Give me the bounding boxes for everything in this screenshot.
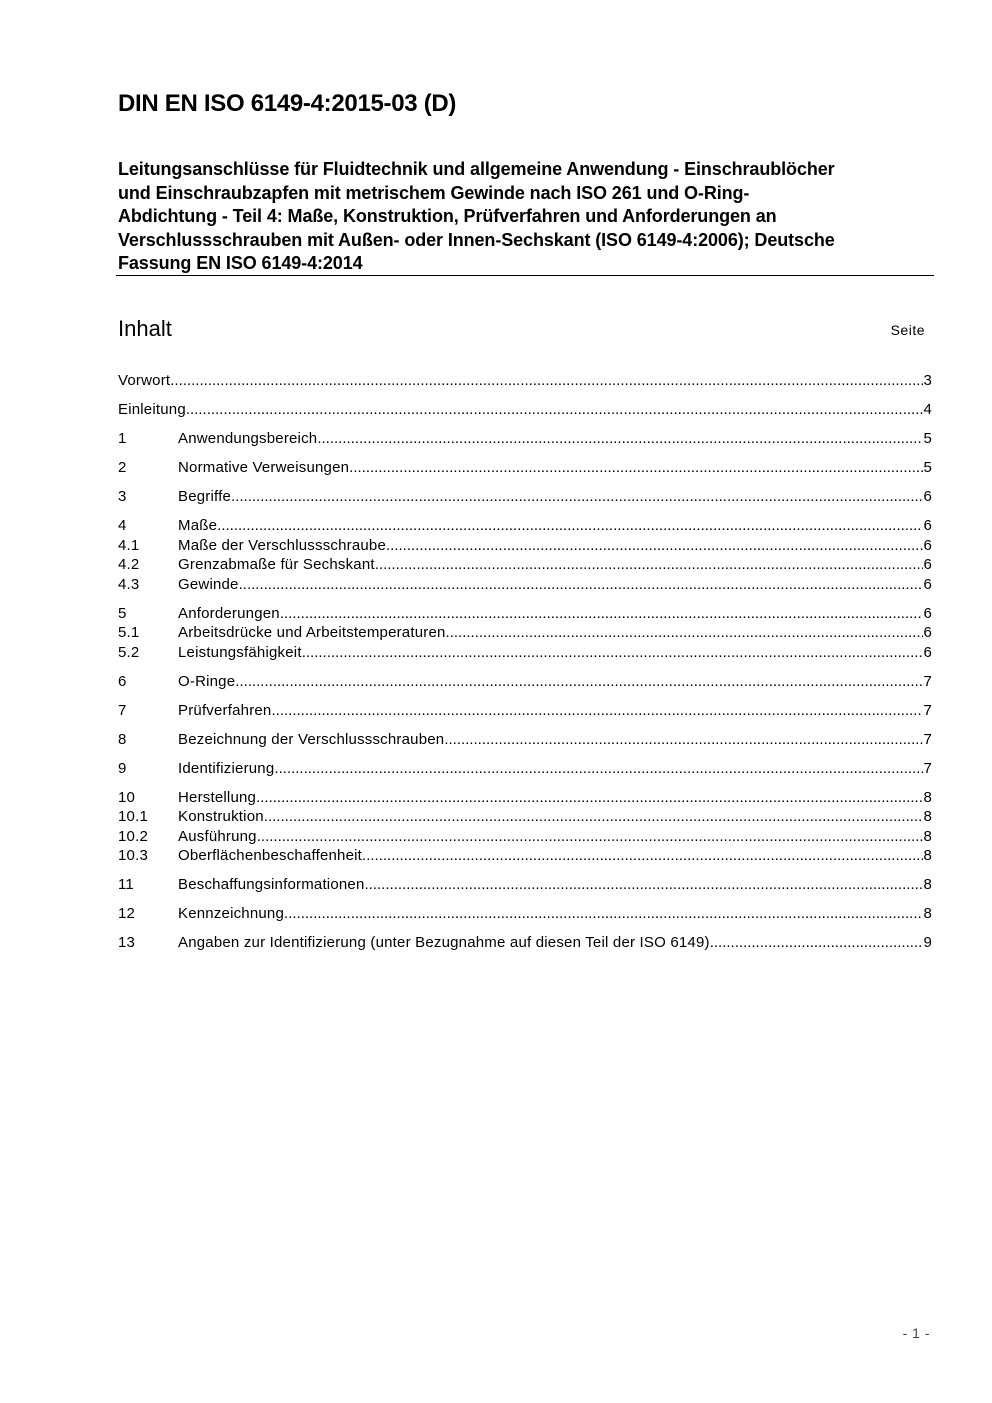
toc-page-column-label: Seite xyxy=(890,322,925,338)
toc-entry-page: 6 xyxy=(923,575,932,593)
document-title-line: Leitungsanschlüsse für Fluidtechnik und allgemeine Anwendung - Einschraublöcher xyxy=(118,159,835,179)
toc-entry-page: 8 xyxy=(923,788,932,806)
toc-entry-title: Maße xyxy=(178,517,218,534)
toc-entry-title: O-Ringe xyxy=(178,672,236,690)
toc-entry-title: Angaben zur Identifizierung (unter Bezugnahme auf diesen Teil der ISO 6149) xyxy=(178,934,710,951)
toc-dot-leader xyxy=(186,400,924,420)
toc-entry-number: 2 xyxy=(118,459,127,476)
toc-entry-number: 5 xyxy=(118,604,127,622)
toc-dot-leader xyxy=(235,672,923,692)
toc-entry-4-3[interactable] xyxy=(118,575,932,595)
toc-entry-page: 7 xyxy=(923,759,932,777)
toc-entry-title: Begriffe xyxy=(178,488,232,505)
toc-entry-page: 8 xyxy=(923,876,932,893)
toc-dot-leader xyxy=(257,827,924,847)
toc-entry-page: 6 xyxy=(923,643,932,661)
document-title-line: und Einschraubzapfen mit metrischem Gewinde nach ISO 261 und O-Ring- xyxy=(118,182,750,203)
toc-entry-7[interactable] xyxy=(118,701,932,721)
toc-entry-page: 7 xyxy=(923,701,932,719)
toc-entry-4-2[interactable] xyxy=(118,555,932,575)
toc-entry-10-1[interactable] xyxy=(118,807,932,827)
toc-entry-number: 5.2 xyxy=(118,643,140,661)
toc-dot-leader xyxy=(446,623,924,643)
title-divider xyxy=(116,275,934,276)
toc-entry-1[interactable] xyxy=(118,429,932,449)
toc-dot-leader xyxy=(274,759,923,779)
toc-dot-leader xyxy=(444,730,923,750)
toc-entry-number: 10.3 xyxy=(118,847,148,864)
toc-entry-number: 4 xyxy=(118,517,127,534)
toc-dot-leader xyxy=(271,701,923,721)
toc-entry-11[interactable] xyxy=(118,875,932,895)
document-id: DIN EN ISO 6149-4:2015-03 (D) xyxy=(118,90,457,117)
toc-entry-title: Leistungsfähigkeit xyxy=(178,643,302,661)
toc-entry-number: 10 xyxy=(118,788,136,806)
document-title-line: Fassung EN ISO 6149-4:2014 xyxy=(118,253,363,273)
document-title-line: Verschlussschrauben mit Außen- oder Innen-Sechskant (ISO 6149-4:2006); Deutsche xyxy=(118,229,835,250)
toc-entry-number: 5.1 xyxy=(118,624,140,641)
toc-dot-leader xyxy=(362,846,923,866)
toc-entry-number: 10.1 xyxy=(118,808,148,825)
toc-dot-leader xyxy=(302,643,924,663)
toc-entry-number: 3 xyxy=(118,488,127,505)
toc-entry-title: Ausführung xyxy=(178,827,257,845)
toc-entry-page: 7 xyxy=(923,672,932,690)
toc-entry-page: 8 xyxy=(923,847,932,864)
toc-entry-title: Vorwort xyxy=(118,372,171,389)
toc-entry-number: 11 xyxy=(118,876,134,893)
toc-entry-title: Normative Verweisungen xyxy=(178,459,350,476)
toc-entry-number: 6 xyxy=(118,672,127,690)
toc-entry-page: 6 xyxy=(923,556,932,573)
toc-entry-9[interactable] xyxy=(118,759,932,779)
toc-dot-leader xyxy=(375,555,924,575)
toc-entry-page: 8 xyxy=(923,808,932,825)
toc-entry-page: 8 xyxy=(923,905,932,922)
toc-entry-title: Oberflächenbeschaffenheit xyxy=(178,847,363,864)
toc-dot-leader xyxy=(170,371,923,391)
toc-dot-leader xyxy=(710,933,924,953)
toc-entry-einleitung[interactable] xyxy=(118,400,932,420)
toc-entry-number: 8 xyxy=(118,730,127,748)
document-title-line: Abdichtung - Teil 4: Maße, Konstruktion, Prüfverfahren und Anforderungen an xyxy=(118,206,777,226)
toc-entry-title: Einleitung xyxy=(118,401,186,418)
toc-entry-8[interactable] xyxy=(118,730,932,750)
toc-entry-10-2[interactable] xyxy=(118,827,932,847)
toc-entry-number: 10.2 xyxy=(118,827,148,845)
toc-entry-page: 6 xyxy=(923,624,932,641)
toc-dot-leader xyxy=(365,875,924,895)
toc-entry-title: Herstellung xyxy=(178,788,257,806)
toc-entry-4[interactable] xyxy=(118,516,932,536)
toc-heading: Inhalt xyxy=(118,316,172,341)
toc-entry-number: 7 xyxy=(118,701,127,719)
toc-entry-5-2[interactable] xyxy=(118,643,932,663)
toc-entry-3[interactable] xyxy=(118,487,932,507)
toc-entry-page: 9 xyxy=(923,934,932,951)
toc-entry-number: 13 xyxy=(118,934,136,951)
toc-entry-title: Bezeichnung der Verschlussschrauben xyxy=(178,730,445,748)
toc-dot-leader xyxy=(231,487,923,507)
toc-entry-title: Kennzeichnung xyxy=(178,905,285,922)
toc-dot-leader xyxy=(386,536,923,556)
toc-entry-page: 4 xyxy=(923,401,932,418)
toc-entry-page: 6 xyxy=(923,536,932,554)
toc-entry-12[interactable] xyxy=(118,904,932,924)
toc-entry-number: 12 xyxy=(118,905,136,922)
toc-entry-title: Beschaffungsinformationen xyxy=(178,876,365,893)
toc-entry-4-1[interactable] xyxy=(118,536,932,556)
toc-entry-number: 9 xyxy=(118,759,127,777)
toc-dot-leader xyxy=(256,788,923,808)
toc-dot-leader xyxy=(217,516,923,536)
toc-entry-title: Konstruktion xyxy=(178,808,264,825)
toc-entry-title: Gewinde xyxy=(178,575,239,593)
toc-entry-page: 6 xyxy=(923,517,932,534)
toc-entry-page: 6 xyxy=(923,488,932,505)
toc-dot-leader xyxy=(264,807,924,827)
toc-dot-leader xyxy=(239,575,924,595)
toc-entry-title: Anwendungsbereich xyxy=(178,430,318,447)
toc-entry-title: Identifizierung xyxy=(178,759,275,777)
toc-entry-5-1[interactable] xyxy=(118,623,932,643)
document-title xyxy=(118,158,930,276)
toc-dot-leader xyxy=(284,904,923,924)
toc-entry-title: Prüfverfahren xyxy=(178,701,272,719)
toc-entry-10-3[interactable] xyxy=(118,846,932,866)
toc-entry-page: 5 xyxy=(923,459,932,476)
toc-entry-page: 3 xyxy=(923,372,932,389)
toc-entry-10[interactable] xyxy=(118,788,932,808)
toc-entry-page: 6 xyxy=(923,604,932,622)
toc-dot-leader xyxy=(349,458,923,478)
toc-dot-leader xyxy=(317,429,923,449)
toc-entry-5[interactable] xyxy=(118,604,932,624)
page-number: - 1 - xyxy=(902,1325,930,1341)
toc-entry-13[interactable] xyxy=(118,933,932,953)
table-of-contents xyxy=(118,371,932,953)
toc-entry-number: 4.3 xyxy=(118,575,140,593)
toc-entry-number: 4.2 xyxy=(118,556,140,573)
toc-entry-vorwort[interactable] xyxy=(118,371,932,391)
toc-entry-title: Anforderungen xyxy=(178,604,280,622)
toc-entry-number: 4.1 xyxy=(118,536,140,554)
toc-entry-page: 8 xyxy=(923,827,932,845)
toc-entry-page: 7 xyxy=(923,730,932,748)
toc-dot-leader xyxy=(280,604,924,624)
toc-entry-number: 1 xyxy=(118,430,127,447)
toc-entry-page: 5 xyxy=(923,430,932,447)
toc-entry-title: Maße der Verschlussschraube xyxy=(178,536,386,554)
toc-entry-title: Arbeitsdrücke und Arbeitstemperaturen xyxy=(178,624,446,641)
toc-entry-title: Grenzabmaße für Sechskant xyxy=(178,556,375,573)
toc-entry-2[interactable] xyxy=(118,458,932,478)
toc-entry-6[interactable] xyxy=(118,672,932,692)
